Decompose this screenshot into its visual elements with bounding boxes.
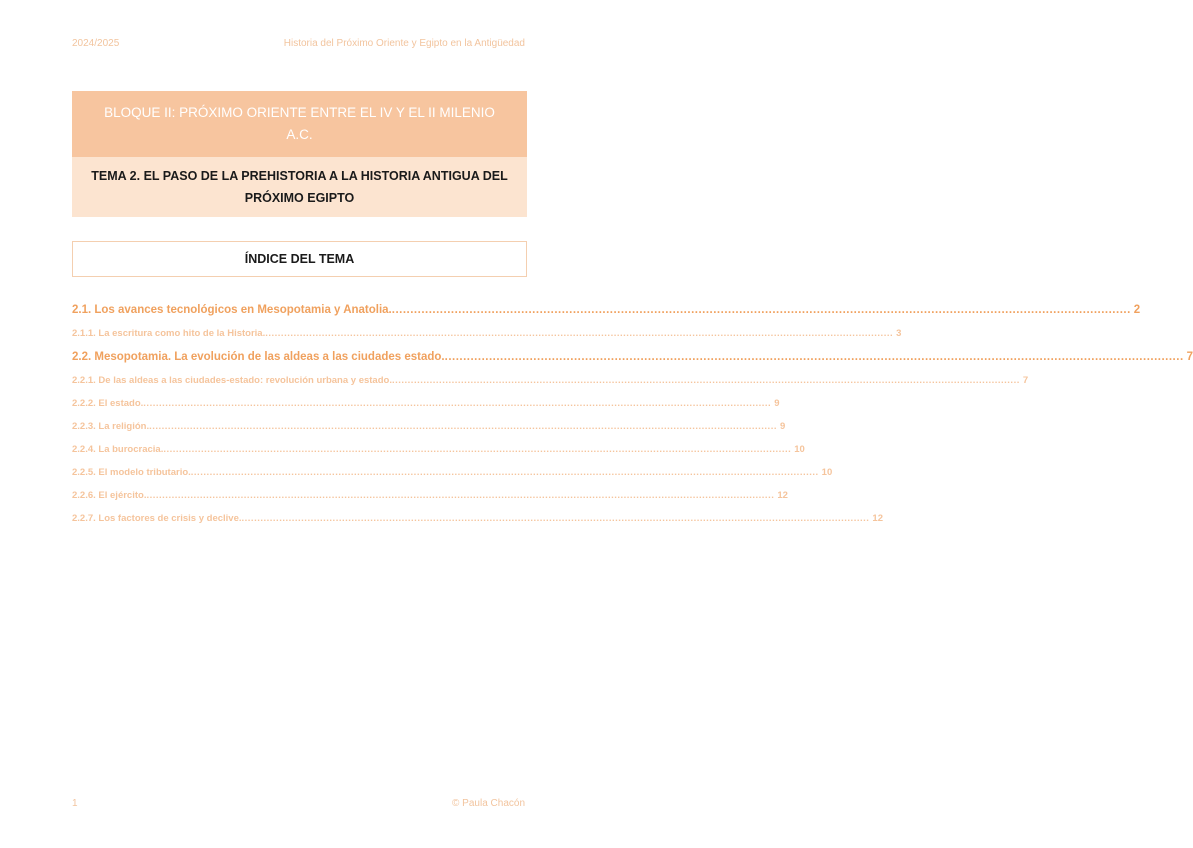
toc-entry-page: 12 [777, 490, 788, 501]
header-year: 2024/2025 [72, 38, 120, 49]
page-header [72, 38, 525, 49]
toc-entry-text: 2.2.1. De las aldeas a las ciudades-estado: revolución urbana y estado. [72, 375, 392, 386]
toc-entry-text: 2.2. Mesopotamia. La evolución de las aldeas a las ciudades estado. [72, 351, 445, 363]
toc-entry-text: 2.2.3. La religión. [72, 421, 150, 432]
toc-entry-text: 2.2.2. El estado. [72, 398, 144, 409]
topic-title: TEMA 2. EL PASO DE LA PREHISTORIA A LA HISTORIA ANTIGUA DEL PRÓXIMO EGIPTO [72, 157, 527, 217]
footer-page-number: 1 [72, 798, 78, 809]
toc-entry-page: 3 [896, 328, 902, 339]
toc-leader-dots: ........................................................................................................................................................................................................ [391, 375, 1020, 386]
toc-entry-text: 2.1. Los avances tecnológicos en Mesopotamia y Anatolia. [72, 304, 392, 316]
toc-entry[interactable] [72, 347, 1193, 371]
toc-entry[interactable] [72, 300, 1141, 324]
toc-entry-text: 2.2.4. La burocracia. [72, 444, 164, 455]
toc-entry-page: 10 [821, 467, 833, 478]
toc-entry-page: 2 [1133, 304, 1141, 316]
footer-author: © Paula Chacón [452, 798, 525, 809]
page-footer [72, 798, 525, 809]
toc-entry-page: 7 [1186, 351, 1193, 363]
toc-entry[interactable] [72, 463, 833, 486]
index-heading-box [72, 241, 527, 277]
toc-entry-text: 2.2.6. El ejército. [72, 490, 147, 501]
toc-leader-dots: ........................................................................................................................................................................................................ [391, 304, 1131, 316]
toc-entry-page: 9 [774, 398, 780, 409]
toc-entry[interactable] [72, 371, 1029, 394]
toc-leader-dots: ........................................................................................................................................................................................................ [265, 328, 894, 339]
block-title: BLOQUE II: PRÓXIMO ORIENTE ENTRE EL IV Y EL II MILENIO A.C. [72, 91, 527, 157]
toc-entry-text: 2.2.5. El modelo tributario. [72, 467, 191, 478]
toc-leader-dots: ........................................................................................................................................................................................................ [143, 398, 772, 409]
header-course: Historia del Próximo Oriente y Egipto en la Antigüedad [283, 38, 525, 49]
toc-entry[interactable] [72, 440, 805, 463]
toc-leader-dots: ........................................................................................................................................................................................................ [241, 513, 870, 524]
toc-entry-page: 9 [779, 421, 786, 432]
toc-leader-dots: ........................................................................................................................................................................................................ [149, 421, 777, 432]
table-of-contents [72, 300, 1193, 532]
toc-entry[interactable] [72, 417, 786, 440]
index-heading: ÍNDICE DEL TEMA [244, 252, 355, 266]
toc-leader-dots: ........................................................................................................................................................................................................ [146, 490, 775, 501]
toc-entry-text: 2.1.1. La escritura como hito de la Historia. [72, 328, 266, 339]
toc-leader-dots: ........................................................................................................................................................................................................ [190, 467, 819, 478]
toc-entry[interactable] [72, 394, 780, 417]
toc-leader-dots: ........................................................................................................................................................................................................ [163, 444, 792, 455]
toc-leader-dots: ........................................................................................................................................................................................................ [444, 351, 1184, 363]
toc-entry[interactable] [72, 324, 902, 347]
toc-entry-page: 7 [1022, 375, 1029, 386]
toc-entry-page: 10 [794, 444, 805, 455]
toc-entry[interactable] [72, 509, 883, 532]
toc-entry[interactable] [72, 486, 788, 509]
toc-entry-text: 2.2.7. Los factores de crisis y declive. [72, 513, 242, 524]
toc-entry-page: 12 [872, 513, 883, 524]
